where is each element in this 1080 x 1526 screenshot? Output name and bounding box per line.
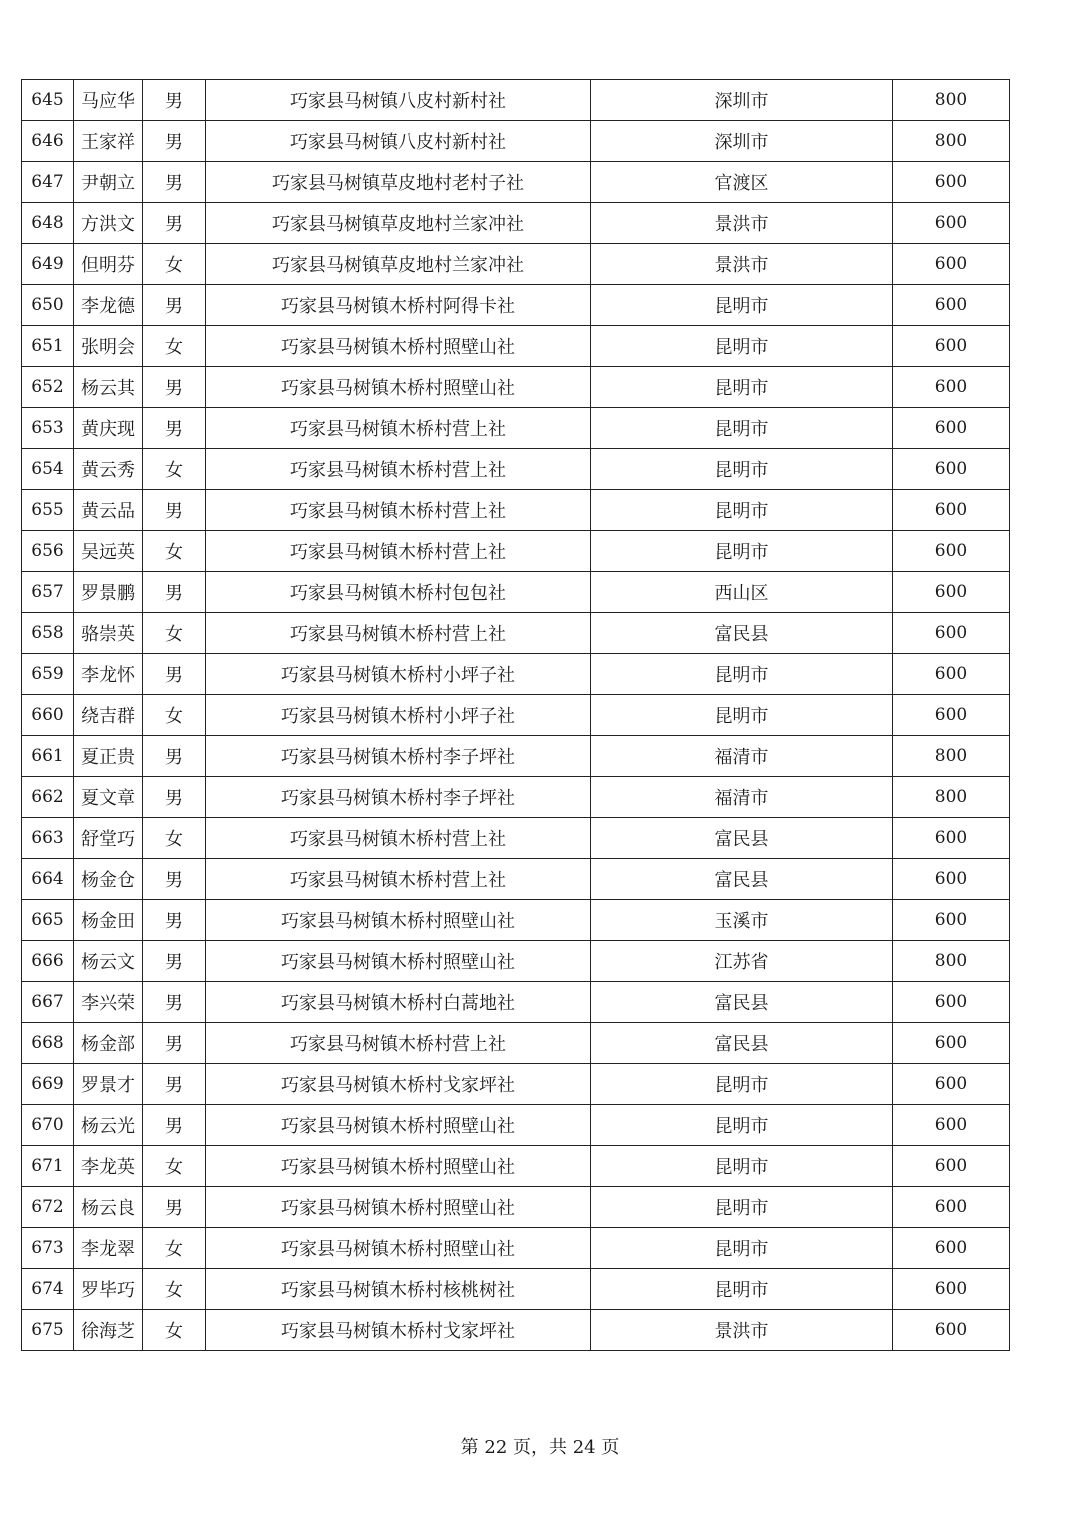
work-location-cell: 富民县 <box>591 613 893 654</box>
gender-cell: 男 <box>143 490 206 531</box>
roster-table <box>21 79 1010 1351</box>
work-location-cell: 昆明市 <box>591 1105 893 1146</box>
person-name-cell: 夏正贵 <box>74 736 143 777</box>
subsidy-amount-cell: 800 <box>893 777 1010 818</box>
person-name-cell: 王家祥 <box>74 121 143 162</box>
subsidy-amount-cell: 600 <box>893 654 1010 695</box>
subsidy-amount-cell: 600 <box>893 695 1010 736</box>
home-address-cell: 巧家县马树镇木桥村李子坪社 <box>206 777 591 818</box>
row-number-cell: 645 <box>22 80 74 121</box>
table-row <box>22 326 1010 367</box>
home-address-cell: 巧家县马树镇木桥村照壁山社 <box>206 326 591 367</box>
person-name-cell: 吴远英 <box>74 531 143 572</box>
gender-cell: 女 <box>143 1228 206 1269</box>
gender-cell: 女 <box>143 449 206 490</box>
subsidy-amount-cell: 800 <box>893 736 1010 777</box>
table-row <box>22 531 1010 572</box>
home-address-cell: 巧家县马树镇木桥村照壁山社 <box>206 900 591 941</box>
work-location-cell: 昆明市 <box>591 367 893 408</box>
row-number-cell: 675 <box>22 1310 74 1351</box>
row-number-cell: 670 <box>22 1105 74 1146</box>
gender-cell: 女 <box>143 818 206 859</box>
gender-cell: 男 <box>143 736 206 777</box>
gender-cell: 女 <box>143 695 206 736</box>
subsidy-amount-cell: 600 <box>893 572 1010 613</box>
gender-cell: 男 <box>143 777 206 818</box>
home-address-cell: 巧家县马树镇木桥村照壁山社 <box>206 941 591 982</box>
table-row <box>22 572 1010 613</box>
subsidy-amount-cell: 600 <box>893 1269 1010 1310</box>
subsidy-amount-cell: 600 <box>893 900 1010 941</box>
person-name-cell: 杨云良 <box>74 1187 143 1228</box>
gender-cell: 男 <box>143 121 206 162</box>
person-name-cell: 李龙怀 <box>74 654 143 695</box>
home-address-cell: 巧家县马树镇木桥村戈家坪社 <box>206 1064 591 1105</box>
row-number-cell: 674 <box>22 1269 74 1310</box>
table-row <box>22 613 1010 654</box>
page-number-footer: 第 22 页，共 24 页 <box>460 1437 620 1458</box>
person-name-cell: 张明会 <box>74 326 143 367</box>
person-name-cell: 徐海芝 <box>74 1310 143 1351</box>
row-number-cell: 660 <box>22 695 74 736</box>
subsidy-amount-cell: 600 <box>893 203 1010 244</box>
table-row <box>22 654 1010 695</box>
home-address-cell: 巧家县马树镇木桥村营上社 <box>206 1023 591 1064</box>
home-address-cell: 巧家县马树镇木桥村包包社 <box>206 572 591 613</box>
subsidy-amount-cell: 600 <box>893 1146 1010 1187</box>
person-name-cell: 马应华 <box>74 80 143 121</box>
row-number-cell: 650 <box>22 285 74 326</box>
gender-cell: 男 <box>143 941 206 982</box>
work-location-cell: 昆明市 <box>591 285 893 326</box>
work-location-cell: 昆明市 <box>591 408 893 449</box>
person-name-cell: 罗景鹏 <box>74 572 143 613</box>
person-name-cell: 杨云其 <box>74 367 143 408</box>
table-row <box>22 121 1010 162</box>
subsidy-amount-cell: 600 <box>893 1228 1010 1269</box>
person-name-cell: 绕吉群 <box>74 695 143 736</box>
home-address-cell: 巧家县马树镇木桥村小坪子社 <box>206 695 591 736</box>
gender-cell: 男 <box>143 654 206 695</box>
row-number-cell: 659 <box>22 654 74 695</box>
subsidy-amount-cell: 600 <box>893 859 1010 900</box>
work-location-cell: 昆明市 <box>591 654 893 695</box>
work-location-cell: 福清市 <box>591 736 893 777</box>
work-location-cell: 富民县 <box>591 818 893 859</box>
work-location-cell: 江苏省 <box>591 941 893 982</box>
home-address-cell: 巧家县马树镇木桥村营上社 <box>206 859 591 900</box>
person-name-cell: 杨金部 <box>74 1023 143 1064</box>
row-number-cell: 669 <box>22 1064 74 1105</box>
person-name-cell: 杨金田 <box>74 900 143 941</box>
table-row <box>22 982 1010 1023</box>
subsidy-amount-cell: 600 <box>893 1310 1010 1351</box>
work-location-cell: 富民县 <box>591 1023 893 1064</box>
home-address-cell: 巧家县马树镇八皮村新村社 <box>206 121 591 162</box>
gender-cell: 女 <box>143 1146 206 1187</box>
home-address-cell: 巧家县马树镇草皮地村兰家冲社 <box>206 244 591 285</box>
work-location-cell: 昆明市 <box>591 1187 893 1228</box>
row-number-cell: 664 <box>22 859 74 900</box>
gender-cell: 女 <box>143 531 206 572</box>
roster-table-body <box>22 80 1010 1351</box>
table-row <box>22 1064 1010 1105</box>
home-address-cell: 巧家县马树镇木桥村营上社 <box>206 449 591 490</box>
subsidy-amount-cell: 800 <box>893 121 1010 162</box>
work-location-cell: 景洪市 <box>591 203 893 244</box>
work-location-cell: 昆明市 <box>591 449 893 490</box>
subsidy-amount-cell: 600 <box>893 449 1010 490</box>
person-name-cell: 罗毕巧 <box>74 1269 143 1310</box>
table-row <box>22 1310 1010 1351</box>
work-location-cell: 景洪市 <box>591 1310 893 1351</box>
row-number-cell: 656 <box>22 531 74 572</box>
subsidy-amount-cell: 600 <box>893 408 1010 449</box>
table-row <box>22 1269 1010 1310</box>
row-number-cell: 666 <box>22 941 74 982</box>
gender-cell: 男 <box>143 80 206 121</box>
subsidy-amount-cell: 600 <box>893 613 1010 654</box>
row-number-cell: 672 <box>22 1187 74 1228</box>
work-location-cell: 昆明市 <box>591 326 893 367</box>
gender-cell: 女 <box>143 613 206 654</box>
table-row <box>22 80 1010 121</box>
person-name-cell: 杨云光 <box>74 1105 143 1146</box>
person-name-cell: 但明芬 <box>74 244 143 285</box>
gender-cell: 男 <box>143 1023 206 1064</box>
person-name-cell: 尹朝立 <box>74 162 143 203</box>
row-number-cell: 658 <box>22 613 74 654</box>
person-name-cell: 李龙德 <box>74 285 143 326</box>
table-row <box>22 367 1010 408</box>
work-location-cell: 昆明市 <box>591 1146 893 1187</box>
subsidy-amount-cell: 600 <box>893 1023 1010 1064</box>
subsidy-amount-cell: 600 <box>893 367 1010 408</box>
subsidy-amount-cell: 600 <box>893 1187 1010 1228</box>
work-location-cell: 深圳市 <box>591 80 893 121</box>
home-address-cell: 巧家县马树镇木桥村营上社 <box>206 818 591 859</box>
gender-cell: 女 <box>143 244 206 285</box>
work-location-cell: 昆明市 <box>591 695 893 736</box>
row-number-cell: 653 <box>22 408 74 449</box>
subsidy-amount-cell: 600 <box>893 531 1010 572</box>
subsidy-amount-cell: 800 <box>893 941 1010 982</box>
home-address-cell: 巧家县马树镇木桥村核桃树社 <box>206 1269 591 1310</box>
row-number-cell: 649 <box>22 244 74 285</box>
row-number-cell: 655 <box>22 490 74 531</box>
person-name-cell: 李龙英 <box>74 1146 143 1187</box>
home-address-cell: 巧家县马树镇木桥村戈家坪社 <box>206 1310 591 1351</box>
gender-cell: 男 <box>143 162 206 203</box>
table-row <box>22 449 1010 490</box>
table-row <box>22 1187 1010 1228</box>
row-number-cell: 661 <box>22 736 74 777</box>
table-row <box>22 490 1010 531</box>
table-row <box>22 941 1010 982</box>
person-name-cell: 罗景才 <box>74 1064 143 1105</box>
home-address-cell: 巧家县马树镇木桥村小坪子社 <box>206 654 591 695</box>
home-address-cell: 巧家县马树镇八皮村新村社 <box>206 80 591 121</box>
row-number-cell: 663 <box>22 818 74 859</box>
gender-cell: 女 <box>143 326 206 367</box>
home-address-cell: 巧家县马树镇木桥村营上社 <box>206 613 591 654</box>
home-address-cell: 巧家县马树镇木桥村照壁山社 <box>206 1146 591 1187</box>
work-location-cell: 昆明市 <box>591 1269 893 1310</box>
table-row <box>22 285 1010 326</box>
work-location-cell: 景洪市 <box>591 244 893 285</box>
work-location-cell: 昆明市 <box>591 531 893 572</box>
table-row <box>22 736 1010 777</box>
subsidy-amount-cell: 600 <box>893 818 1010 859</box>
row-number-cell: 654 <box>22 449 74 490</box>
work-location-cell: 昆明市 <box>591 1228 893 1269</box>
table-row <box>22 777 1010 818</box>
row-number-cell: 673 <box>22 1228 74 1269</box>
home-address-cell: 巧家县马树镇木桥村照壁山社 <box>206 1228 591 1269</box>
subsidy-amount-cell: 800 <box>893 80 1010 121</box>
gender-cell: 男 <box>143 859 206 900</box>
home-address-cell: 巧家县马树镇木桥村阿得卡社 <box>206 285 591 326</box>
row-number-cell: 662 <box>22 777 74 818</box>
work-location-cell: 福清市 <box>591 777 893 818</box>
gender-cell: 男 <box>143 1105 206 1146</box>
work-location-cell: 西山区 <box>591 572 893 613</box>
row-number-cell: 665 <box>22 900 74 941</box>
gender-cell: 男 <box>143 1187 206 1228</box>
subsidy-amount-cell: 600 <box>893 490 1010 531</box>
table-row <box>22 1228 1010 1269</box>
table-row <box>22 859 1010 900</box>
home-address-cell: 巧家县马树镇木桥村照壁山社 <box>206 1105 591 1146</box>
home-address-cell: 巧家县马树镇木桥村营上社 <box>206 408 591 449</box>
person-name-cell: 黄云品 <box>74 490 143 531</box>
person-name-cell: 杨云文 <box>74 941 143 982</box>
table-row <box>22 1023 1010 1064</box>
subsidy-amount-cell: 600 <box>893 982 1010 1023</box>
person-name-cell: 李龙翠 <box>74 1228 143 1269</box>
row-number-cell: 657 <box>22 572 74 613</box>
gender-cell: 女 <box>143 1269 206 1310</box>
row-number-cell: 648 <box>22 203 74 244</box>
home-address-cell: 巧家县马树镇草皮地村兰家冲社 <box>206 203 591 244</box>
subsidy-amount-cell: 600 <box>893 1064 1010 1105</box>
row-number-cell: 668 <box>22 1023 74 1064</box>
person-name-cell: 黄庆现 <box>74 408 143 449</box>
table-row <box>22 1105 1010 1146</box>
work-location-cell: 富民县 <box>591 859 893 900</box>
work-location-cell: 富民县 <box>591 982 893 1023</box>
table-row <box>22 408 1010 449</box>
subsidy-amount-cell: 600 <box>893 285 1010 326</box>
gender-cell: 男 <box>143 408 206 449</box>
home-address-cell: 巧家县马树镇木桥村营上社 <box>206 490 591 531</box>
subsidy-amount-cell: 600 <box>893 1105 1010 1146</box>
person-name-cell: 夏文章 <box>74 777 143 818</box>
home-address-cell: 巧家县马树镇木桥村白蒿地社 <box>206 982 591 1023</box>
person-name-cell: 骆崇英 <box>74 613 143 654</box>
row-number-cell: 647 <box>22 162 74 203</box>
person-name-cell: 李兴荣 <box>74 982 143 1023</box>
gender-cell: 男 <box>143 203 206 244</box>
work-location-cell: 深圳市 <box>591 121 893 162</box>
home-address-cell: 巧家县马树镇木桥村照壁山社 <box>206 367 591 408</box>
gender-cell: 男 <box>143 572 206 613</box>
subsidy-amount-cell: 600 <box>893 244 1010 285</box>
table-row <box>22 244 1010 285</box>
table-row <box>22 1146 1010 1187</box>
gender-cell: 男 <box>143 1064 206 1105</box>
work-location-cell: 官渡区 <box>591 162 893 203</box>
gender-cell: 女 <box>143 1310 206 1351</box>
table-row <box>22 162 1010 203</box>
gender-cell: 男 <box>143 982 206 1023</box>
gender-cell: 男 <box>143 285 206 326</box>
person-name-cell: 舒堂巧 <box>74 818 143 859</box>
person-name-cell: 方洪文 <box>74 203 143 244</box>
row-number-cell: 667 <box>22 982 74 1023</box>
row-number-cell: 671 <box>22 1146 74 1187</box>
home-address-cell: 巧家县马树镇木桥村照壁山社 <box>206 1187 591 1228</box>
gender-cell: 男 <box>143 900 206 941</box>
table-row <box>22 900 1010 941</box>
table-row <box>22 203 1010 244</box>
home-address-cell: 巧家县马树镇木桥村营上社 <box>206 531 591 572</box>
row-number-cell: 652 <box>22 367 74 408</box>
home-address-cell: 巧家县马树镇草皮地村老村子社 <box>206 162 591 203</box>
row-number-cell: 646 <box>22 121 74 162</box>
subsidy-amount-cell: 600 <box>893 326 1010 367</box>
table-row <box>22 818 1010 859</box>
row-number-cell: 651 <box>22 326 74 367</box>
work-location-cell: 昆明市 <box>591 490 893 531</box>
home-address-cell: 巧家县马树镇木桥村李子坪社 <box>206 736 591 777</box>
work-location-cell: 玉溪市 <box>591 900 893 941</box>
person-name-cell: 杨金仓 <box>74 859 143 900</box>
work-location-cell: 昆明市 <box>591 1064 893 1105</box>
person-name-cell: 黄云秀 <box>74 449 143 490</box>
table-row <box>22 695 1010 736</box>
subsidy-amount-cell: 600 <box>893 162 1010 203</box>
gender-cell: 男 <box>143 367 206 408</box>
